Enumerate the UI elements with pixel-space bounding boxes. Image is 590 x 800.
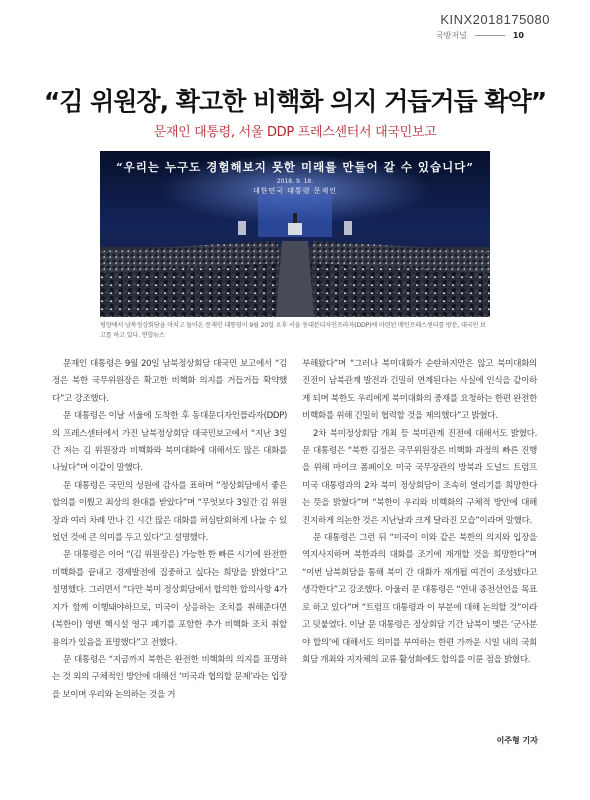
section-name: 국방저널: [435, 31, 467, 40]
paragraph: 문 대통령은 국민의 성원에 감사를 표하며 “정상회담에서 좋은 합의를 이뤘고 최상의 환대를 받았다”며 “무엇보다 3일간 김 위원장과 여러 차례 만나 긴 시간 많은 대화를 허심탄회하게 나눌 수 있었던 것에 큰 의미를 두고 있다”고 설명했다.: [52, 480, 287, 544]
paragraph: 2차 북미정상회담 개최 등 북미관계 진전에 대해서도 밝혔다. 문 대통령은 “북한 김정은 국무위원장은 비핵화 과정의 빠른 진행을 위해 마이크 폼페이오 미국 국무장관의 방북과 도널드 트럼프 미국 대통령과의 2차 북미 정상회담이 조속히 열리기를 희망한다는 뜻을 밝혔다”며 “북한이 우리와 비핵화의 구체적 방안에 대해 진지하게 의논한 것은 지난날과 크게 달라진 모습”이라며 말했다.: [302, 428, 537, 526]
headline: “김 위원장, 확고한 비핵화 의지 거듭거듭 확약”: [43, 87, 547, 116]
photo-banner-slogan: “우리는 누구도 경험해보지 못한 미래를 만들어 갈 수 있습니다”: [116, 160, 474, 174]
paragraph: 문 대통령은 그런 뒤 “미국이 이와 같은 북한의 의지와 입장을 역지사지하며 북한과의 대화를 조기에 재개할 것을 희망한다”며 “이번 남북회담을 통해 북미 간 대화가 재개될 여건이 조성됐다고 생각한다”고 강조했다. 아울러 문 대통령은 “연내 종전선언을 목표로 하고 있다”며 “트럼프 대통령과 이 부분에 대해 논의할 것”이라고 덧붙였다. 이날 문 대통령은 정상회담 기간 남북이 맺은 ‘군사분야 합의’에 대해서도 의미를 부여하는 한편 가까운 시일 내의 국회회담 개최와 지자체의 교류 활성화에도 합의를 이룬 점을 밝혔다.: [302, 533, 537, 665]
paragraph: 문 대통령은 “지금까지 북한은 완전한 비핵화의 의지를 표명하는 것 외의 구체적인 방안에 대해선 ‘미국과 협의할 문제’라는 입장을 보이며 우리와 논의하는 것을 거: [52, 654, 287, 700]
subheadline: 문재인 대통령, 서울 DDP 프레스센터서 대국민보고: [153, 125, 437, 140]
paragraph: 문 대통령은 이어 “(김 위원장은) 가능한 한 빠른 시기에 완전한 비핵화를 끝내고 경제발전에 집중하고 싶다는 희망을 밝혔다”고 설명했다. 그러면서 “다만 북미 정상회담에서 합의한 합의사항 4가지가 함께 이행돼야하므로, 미국이 상응하는 조치를 취해준다면 (북한이) 영변 핵시설 영구 폐기를 포함한 추가 비핵화 조치 취할 용의가 있음을 표명했다”고 전했다.: [52, 550, 288, 648]
photo-illustration: [100, 151, 490, 317]
photo-banner-date: 2018. 9. 18.: [276, 178, 314, 185]
paragraph: 문 대통령은 이날 서울에 도착한 후 동대문디자인플라자(DDP)의 프레스센터에서 가진 남북정상회담 대국민보고에서 “지난 3일간 저는 김 위원장과 비핵화와 북미대화에 대해서도 많은 대화를 나눴다”며 이같이 말했다.: [52, 411, 287, 474]
page-header: [436, 30, 524, 41]
article-column-left: [52, 356, 287, 704]
paragraph: 문재인 대통령은 9월 20일 남북정상회담 대국민 보고에서 “김정은 북한 국무위원장은 확고한 비핵화 의지를 거듭거듭 확약했다”고 강조했다.: [52, 359, 287, 404]
header-rule: [475, 35, 505, 36]
document-id: KINX2018175080: [440, 12, 550, 27]
paragraph-continued: 부해왔다”며 “그러나 북미대화가 순탄하지만은 않고 북미대화의 진전이 남북관계 발전과 긴밀히 연계된다는 사실에 인식을 같이하게 되며 북한도 우리에게 북미대화의 중재를 요청하는 한편 완전한 비핵화를 위해 긴밀히 협력할 것을 제의했다”고 밝혔다.: [302, 359, 537, 422]
photo-caption: 평양에서 남북정상회담을 마치고 돌아온 문재인 대통령이 9월 20일 오후 서울 동대문디자인프라자(DDP)에 마련된 메인프레스센터를 방문, 대국민 보고를 하고 있다. 연합뉴스: [100, 322, 486, 339]
article-body: [52, 356, 537, 704]
article-column-right: [302, 356, 537, 704]
photo-banner-event: 대한민국 대통령 문재인: [252, 187, 338, 195]
press-conference-photo: [100, 151, 490, 317]
byline: 이주형 기자: [496, 736, 538, 745]
page-number: 10: [512, 31, 524, 40]
